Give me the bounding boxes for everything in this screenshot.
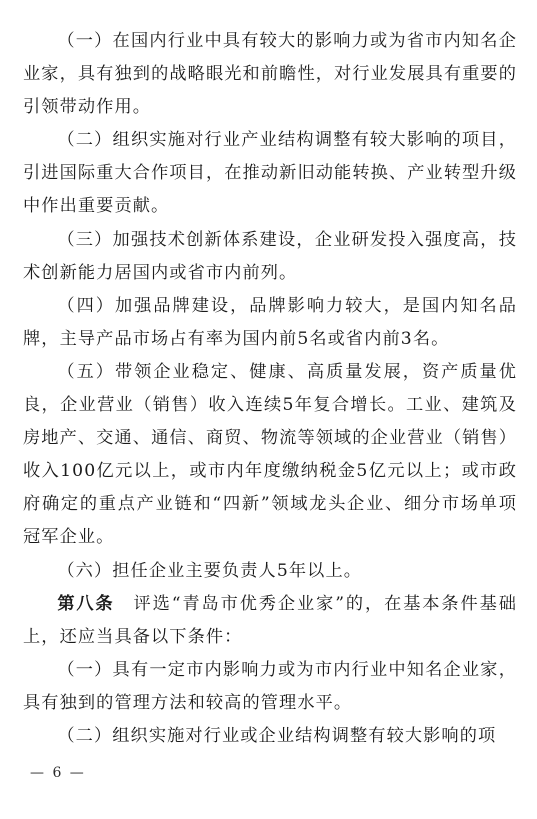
paragraph-criterion-3: （三）加强技术创新体系建设，企业研发投入强度高，技术创新能力居国内或省市内前列。 (23, 229, 517, 283)
paragraph-criterion-4: （四）加强品牌建设，品牌影响力较大，是国内知名品牌，主导产品市场占有率为国内前5名或省内前3名。 (23, 295, 517, 349)
paragraph-criterion-5: （五）带领企业稳定、健康、高质量发展，资产质量优良，企业营业（销售）收入连续5年复合增长。工业、建筑及房地产、交通、通信、商贸、物流等领域的企业营业（销售）收入100亿元以上，或市内年度缴纳税金5亿元以上；或市政府确定的重点产业链和“四新”领域龙头企业、细分市场单项冠军企业。 (23, 361, 517, 548)
paragraph-criterion-2: （二）组织实施对行业产业结构调整有较大影响的项目，引进国际重大合作项目，在推动新旧动能转换、产业转型升级中作出重要贡献。 (23, 130, 517, 217)
paragraph-criterion-1: （一）在国内行业中具有较大的影响力或为省市内知名企业家，具有独到的战略眼光和前瞻性，对行业发展具有重要的引领带动作用。 (23, 31, 517, 118)
article-8-paragraph: 第八条 评选“青岛市优秀企业家”的，在基本条件基础上，还应当具备以下条件： (23, 593, 517, 647)
article-8-heading: 第八条 (57, 593, 115, 614)
document-body (23, 25, 517, 753)
paragraph-excellent-criterion-2: （二）组织实施对行业或企业结构调整有较大影响的项 (57, 725, 497, 746)
paragraph-criterion-6: （六）担任企业主要负责人5年以上。 (57, 560, 363, 581)
page-number: — 6 — (30, 765, 86, 781)
paragraph-excellent-criterion-1: （一）具有一定市内影响力或为市内行业中知名企业家，具有独到的管理方法和较高的管理水平。 (23, 659, 517, 713)
